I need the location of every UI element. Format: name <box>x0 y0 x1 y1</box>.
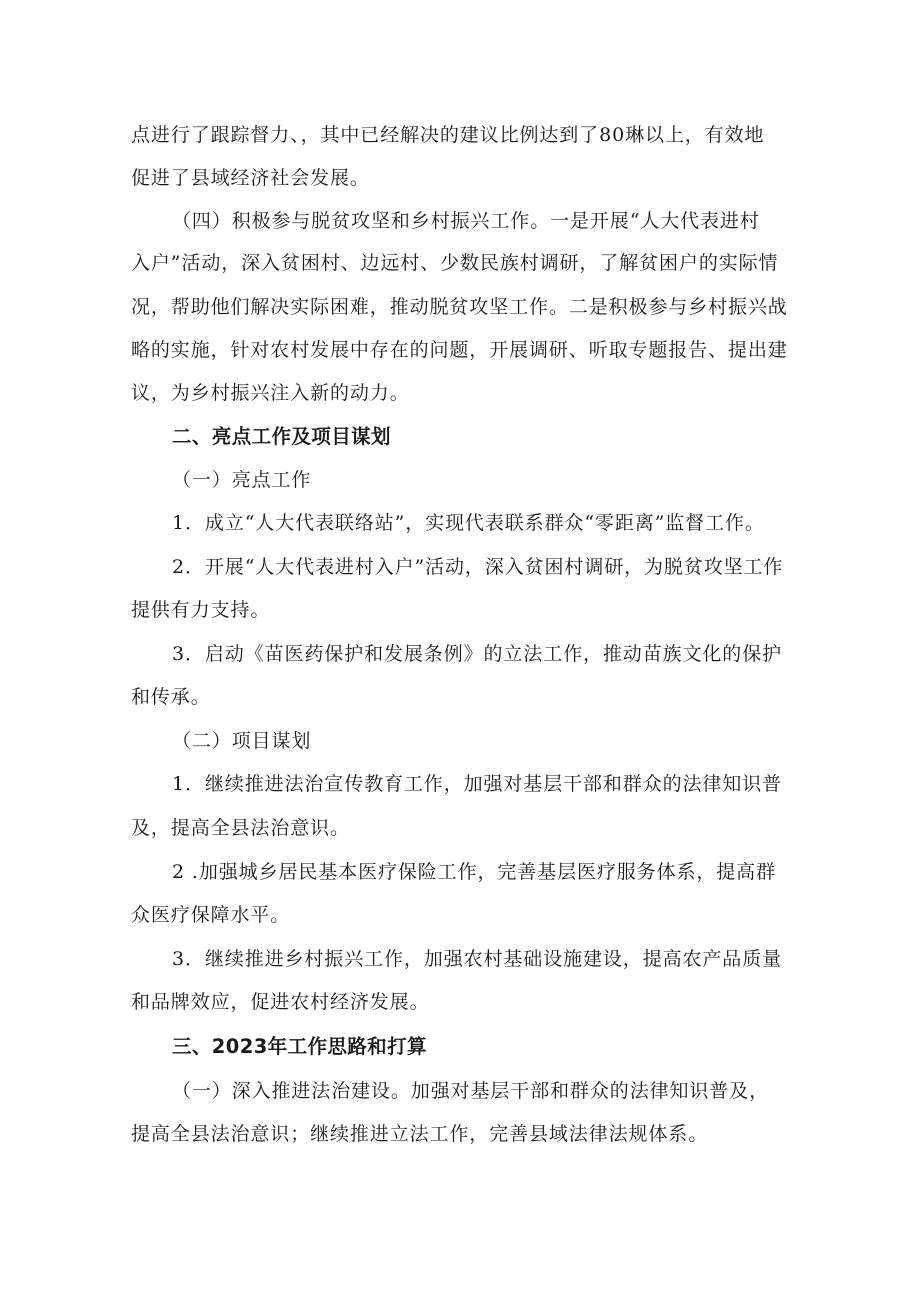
paragraph-line: 略的实施，针对农村发展中存在的问题，开展调研、听取专题报告、提出建 <box>131 339 788 361</box>
paragraph-line: 入户”活动，深入贫困村、边远村、少数民族村调研，了解贫困户的实际情 <box>131 252 779 274</box>
subsection-title: （二）项目谋划 <box>172 730 312 752</box>
subsection-title: （一）亮点工作 <box>172 469 312 491</box>
paragraph-line: 议，为乡村振兴注入新的动力。 <box>131 382 410 404</box>
paragraph-line: （四）积极参与脱贫攻坚和乡村振兴工作。一是开展“人大代表进村 <box>172 210 760 232</box>
list-item: 1．成立“人大代表联络站”，实现代表联系群众“零距离”监督工作。 <box>172 512 765 534</box>
paragraph-line: 促进了县域经济社会发展。 <box>131 167 370 189</box>
list-item: 1．继续推进法治宣传教育工作，加强对基层干部和群众的法律知识普 <box>172 773 782 795</box>
list-item-continuation: 及，提高全县法治意识。 <box>131 817 350 839</box>
list-item: 2 .加强城乡居民基本医疗保险工作，完善基层医疗服务体系，提高群 <box>172 861 776 883</box>
list-item: 3．启动《苗医药保护和发展条例》的立法工作，推动苗族文化的保护 <box>172 643 782 665</box>
paragraph-line: （一）深入推进法治建设。加强对基层干部和群众的法律知识普及， <box>172 1080 770 1102</box>
list-item: 2．开展“人大代表进村入户”活动，深入贫困村调研，为脱贫攻坚工作 <box>172 556 784 578</box>
section-heading: 二、亮点工作及项目谋划 <box>172 425 391 448</box>
list-item: 3．继续推进乡村振兴工作，加强农村基础设施建设，提高农产品质量 <box>172 948 782 970</box>
list-item-continuation: 和品牌效应，促进农村经济发展。 <box>131 991 430 1013</box>
paragraph-line: 提高全县法治意识；继续推进立法工作，完善县域法律法规体系。 <box>131 1123 709 1145</box>
list-item-continuation: 提供有力支持。 <box>131 599 271 621</box>
list-item-continuation: 众医疗保障水平。 <box>131 904 291 926</box>
paragraph-line: 点进行了跟踪督力、，其中已经解决的建议比例达到了80琳以上，有效地 <box>131 124 765 146</box>
section-heading: 三、2023年工作思路和打算 <box>172 1035 427 1058</box>
list-item-continuation: 和传承。 <box>131 686 211 708</box>
paragraph-line: 况，帮助他们解决实际困难，推动脱贫攻坚工作。二是积极参与乡村振兴战 <box>131 296 788 318</box>
